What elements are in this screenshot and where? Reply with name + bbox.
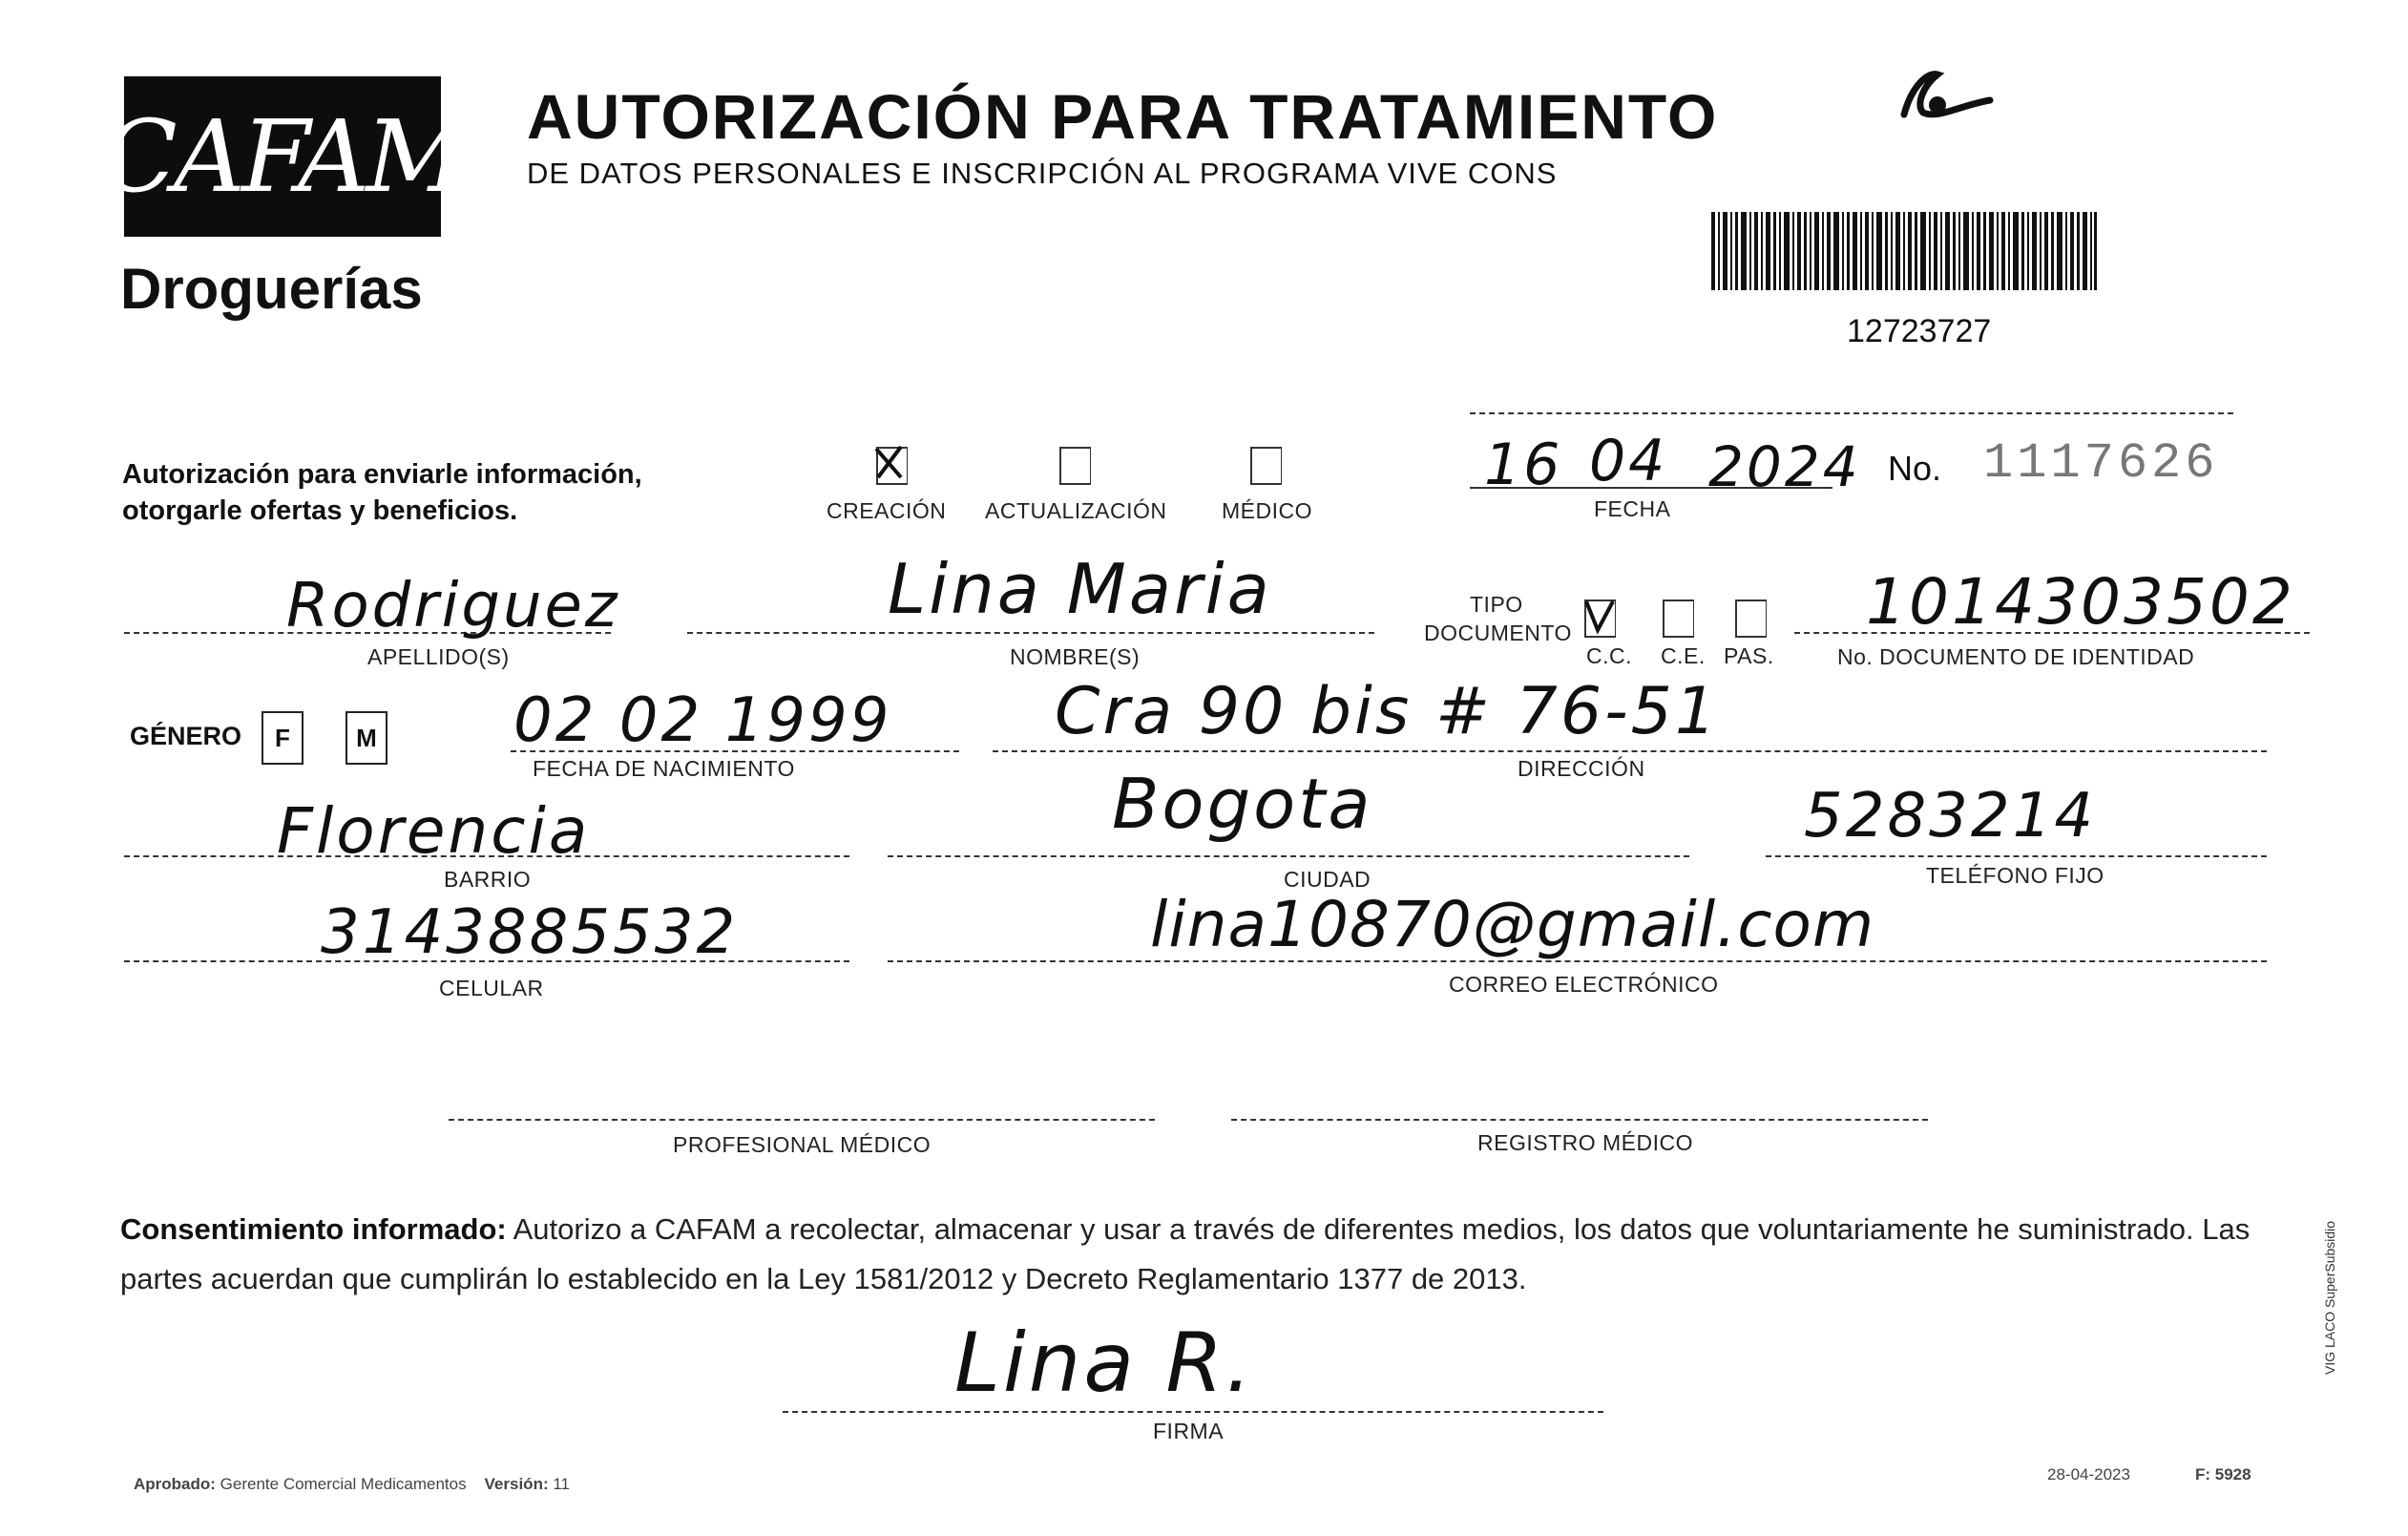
nombres-line (687, 632, 1374, 634)
direccion-line (993, 750, 2267, 752)
consent-text: Autorizo a CAFAM a recolectar, almacenar y usar a través de diferentes medios, los datos que voluntariamente he suministrado. Las partes acuerdan que cumplirán lo establecido en la Ley 1581/2012 y Decreto Reglamentario 1377 de 2013. (120, 1212, 2251, 1295)
fecha-month[interactable]: 04 (1589, 428, 1668, 494)
stamp-mark-icon (1895, 67, 2000, 124)
registro-label: REGISTRO MÉDICO (1477, 1130, 1694, 1155)
auth-text (122, 456, 642, 529)
brand-subtitle: Droguerías (120, 257, 423, 321)
medico-label: MÉDICO (1222, 498, 1312, 523)
no-value: 1117626 (1983, 435, 2219, 492)
celular-label: CELULAR (439, 976, 544, 1000)
no-label: No. (1888, 449, 1942, 488)
form-title: AUTORIZACIÓN PARA TRATAMIENTO (527, 81, 1719, 152)
firma-label: FIRMA (1153, 1419, 1225, 1443)
genero-m-checkbox[interactable] (345, 711, 387, 765)
cc-label: C.C. (1586, 643, 1632, 668)
genero-m-label: M (356, 723, 377, 752)
correo-label: CORREO ELECTRÓNICO (1449, 972, 1719, 997)
vertical-stamp-text (2310, 1193, 2348, 1384)
fecha-year[interactable]: 2024 (1708, 434, 1861, 499)
direccion-value[interactable]: Cra 90 bis # 76-51 (1055, 674, 1720, 749)
check-mark-icon (1582, 598, 1615, 636)
creacion-label: CREACIÓN (827, 498, 947, 523)
logo-text: CAFAM (101, 98, 464, 215)
telefono-label: TELÉFONO FIJO (1926, 863, 2104, 888)
pas-checkbox[interactable] (1735, 600, 1767, 638)
form-subtitle: DE DATOS PERSONALES E INSCRIPCIÓN AL PROGRAMA VIVE CONS (527, 157, 1558, 190)
fecha-day[interactable]: 16 (1484, 431, 1563, 498)
direccion-label: DIRECCIÓN (1518, 756, 1645, 781)
auth-text-line2: otorgarle ofertas y beneficios. (122, 495, 518, 526)
genero-label: GÉNERO (130, 722, 242, 750)
profesional-label: PROFESIONAL MÉDICO (673, 1132, 932, 1157)
fecha-label: FECHA (1594, 496, 1671, 521)
documento-value[interactable]: 1014303502 (1866, 565, 2295, 639)
telefono-line (1766, 855, 2267, 857)
apellidos-value[interactable]: Rodriguez (286, 571, 620, 642)
actualizacion-label: ACTUALIZACIÓN (985, 498, 1167, 523)
version-label: Versión: (484, 1475, 549, 1493)
version-value: 11 (553, 1475, 571, 1493)
correo-value[interactable]: lina10870@gmail.com (1150, 888, 1875, 961)
consent-title: Consentimiento informado: (120, 1212, 507, 1246)
nombres-value[interactable]: Lina Maria (888, 549, 1272, 629)
genero-f-checkbox[interactable] (262, 711, 304, 765)
firma-value[interactable]: Lina R. (954, 1315, 1255, 1411)
consent-paragraph (120, 1205, 2268, 1304)
footer-approval (134, 1475, 570, 1494)
cafam-logo (101, 76, 464, 237)
footer-form-code: F: 5928 (2195, 1465, 2251, 1483)
aprobado-label: Aprobado: (134, 1475, 216, 1493)
ce-checkbox[interactable] (1663, 600, 1694, 638)
nombres-label: NOMBRE(S) (1010, 644, 1141, 669)
aprobado-value: Gerente Comercial Medicamentos (220, 1475, 467, 1493)
cc-checkbox[interactable] (1584, 600, 1616, 638)
firma-line (783, 1411, 1603, 1413)
documento-label: No. DOCUMENTO DE IDENTIDAD (1837, 644, 2195, 669)
apellidos-label: APELLIDO(S) (367, 644, 510, 669)
vertical-text: VIG LACO SuperSubsidio (2322, 1220, 2337, 1375)
celular-value[interactable]: 3143885532 (321, 897, 739, 968)
profesional-line (449, 1119, 1155, 1121)
ce-label: C.E. (1661, 643, 1706, 668)
barrio-value[interactable]: Florencia (277, 794, 591, 868)
nacimiento-value[interactable]: 02 02 1999 (513, 685, 892, 756)
creacion-checkbox[interactable] (876, 447, 908, 485)
ciudad-value[interactable]: Bogota (1112, 764, 1373, 844)
check-mark-icon (872, 443, 905, 481)
ciudad-label: CIUDAD (1284, 867, 1372, 892)
pas-label: PAS. (1724, 643, 1774, 668)
medico-checkbox[interactable] (1250, 447, 1282, 485)
actualizacion-checkbox[interactable] (1059, 447, 1091, 485)
fecha-line (1470, 487, 1832, 489)
genero-f-label: F (275, 723, 290, 752)
barcode-image (1711, 212, 2097, 290)
ciudad-line (888, 855, 1689, 857)
telefono-value[interactable]: 5283214 (1804, 781, 2097, 852)
barrio-label: BARRIO (444, 867, 532, 892)
nacimiento-label: FECHA DE NACIMIENTO (533, 756, 795, 781)
tipo-label-line1: TIPO (1470, 592, 1523, 617)
barcode-number: 12723727 (1847, 313, 1992, 349)
tipo-label-line2: DOCUMENTO (1424, 621, 1572, 645)
footer-date: 28-04-2023 (2047, 1465, 2130, 1483)
auth-text-line1: Autorización para enviarle información, (122, 459, 642, 490)
registro-line (1231, 1119, 1928, 1121)
fecha-top-line (1470, 412, 2233, 414)
